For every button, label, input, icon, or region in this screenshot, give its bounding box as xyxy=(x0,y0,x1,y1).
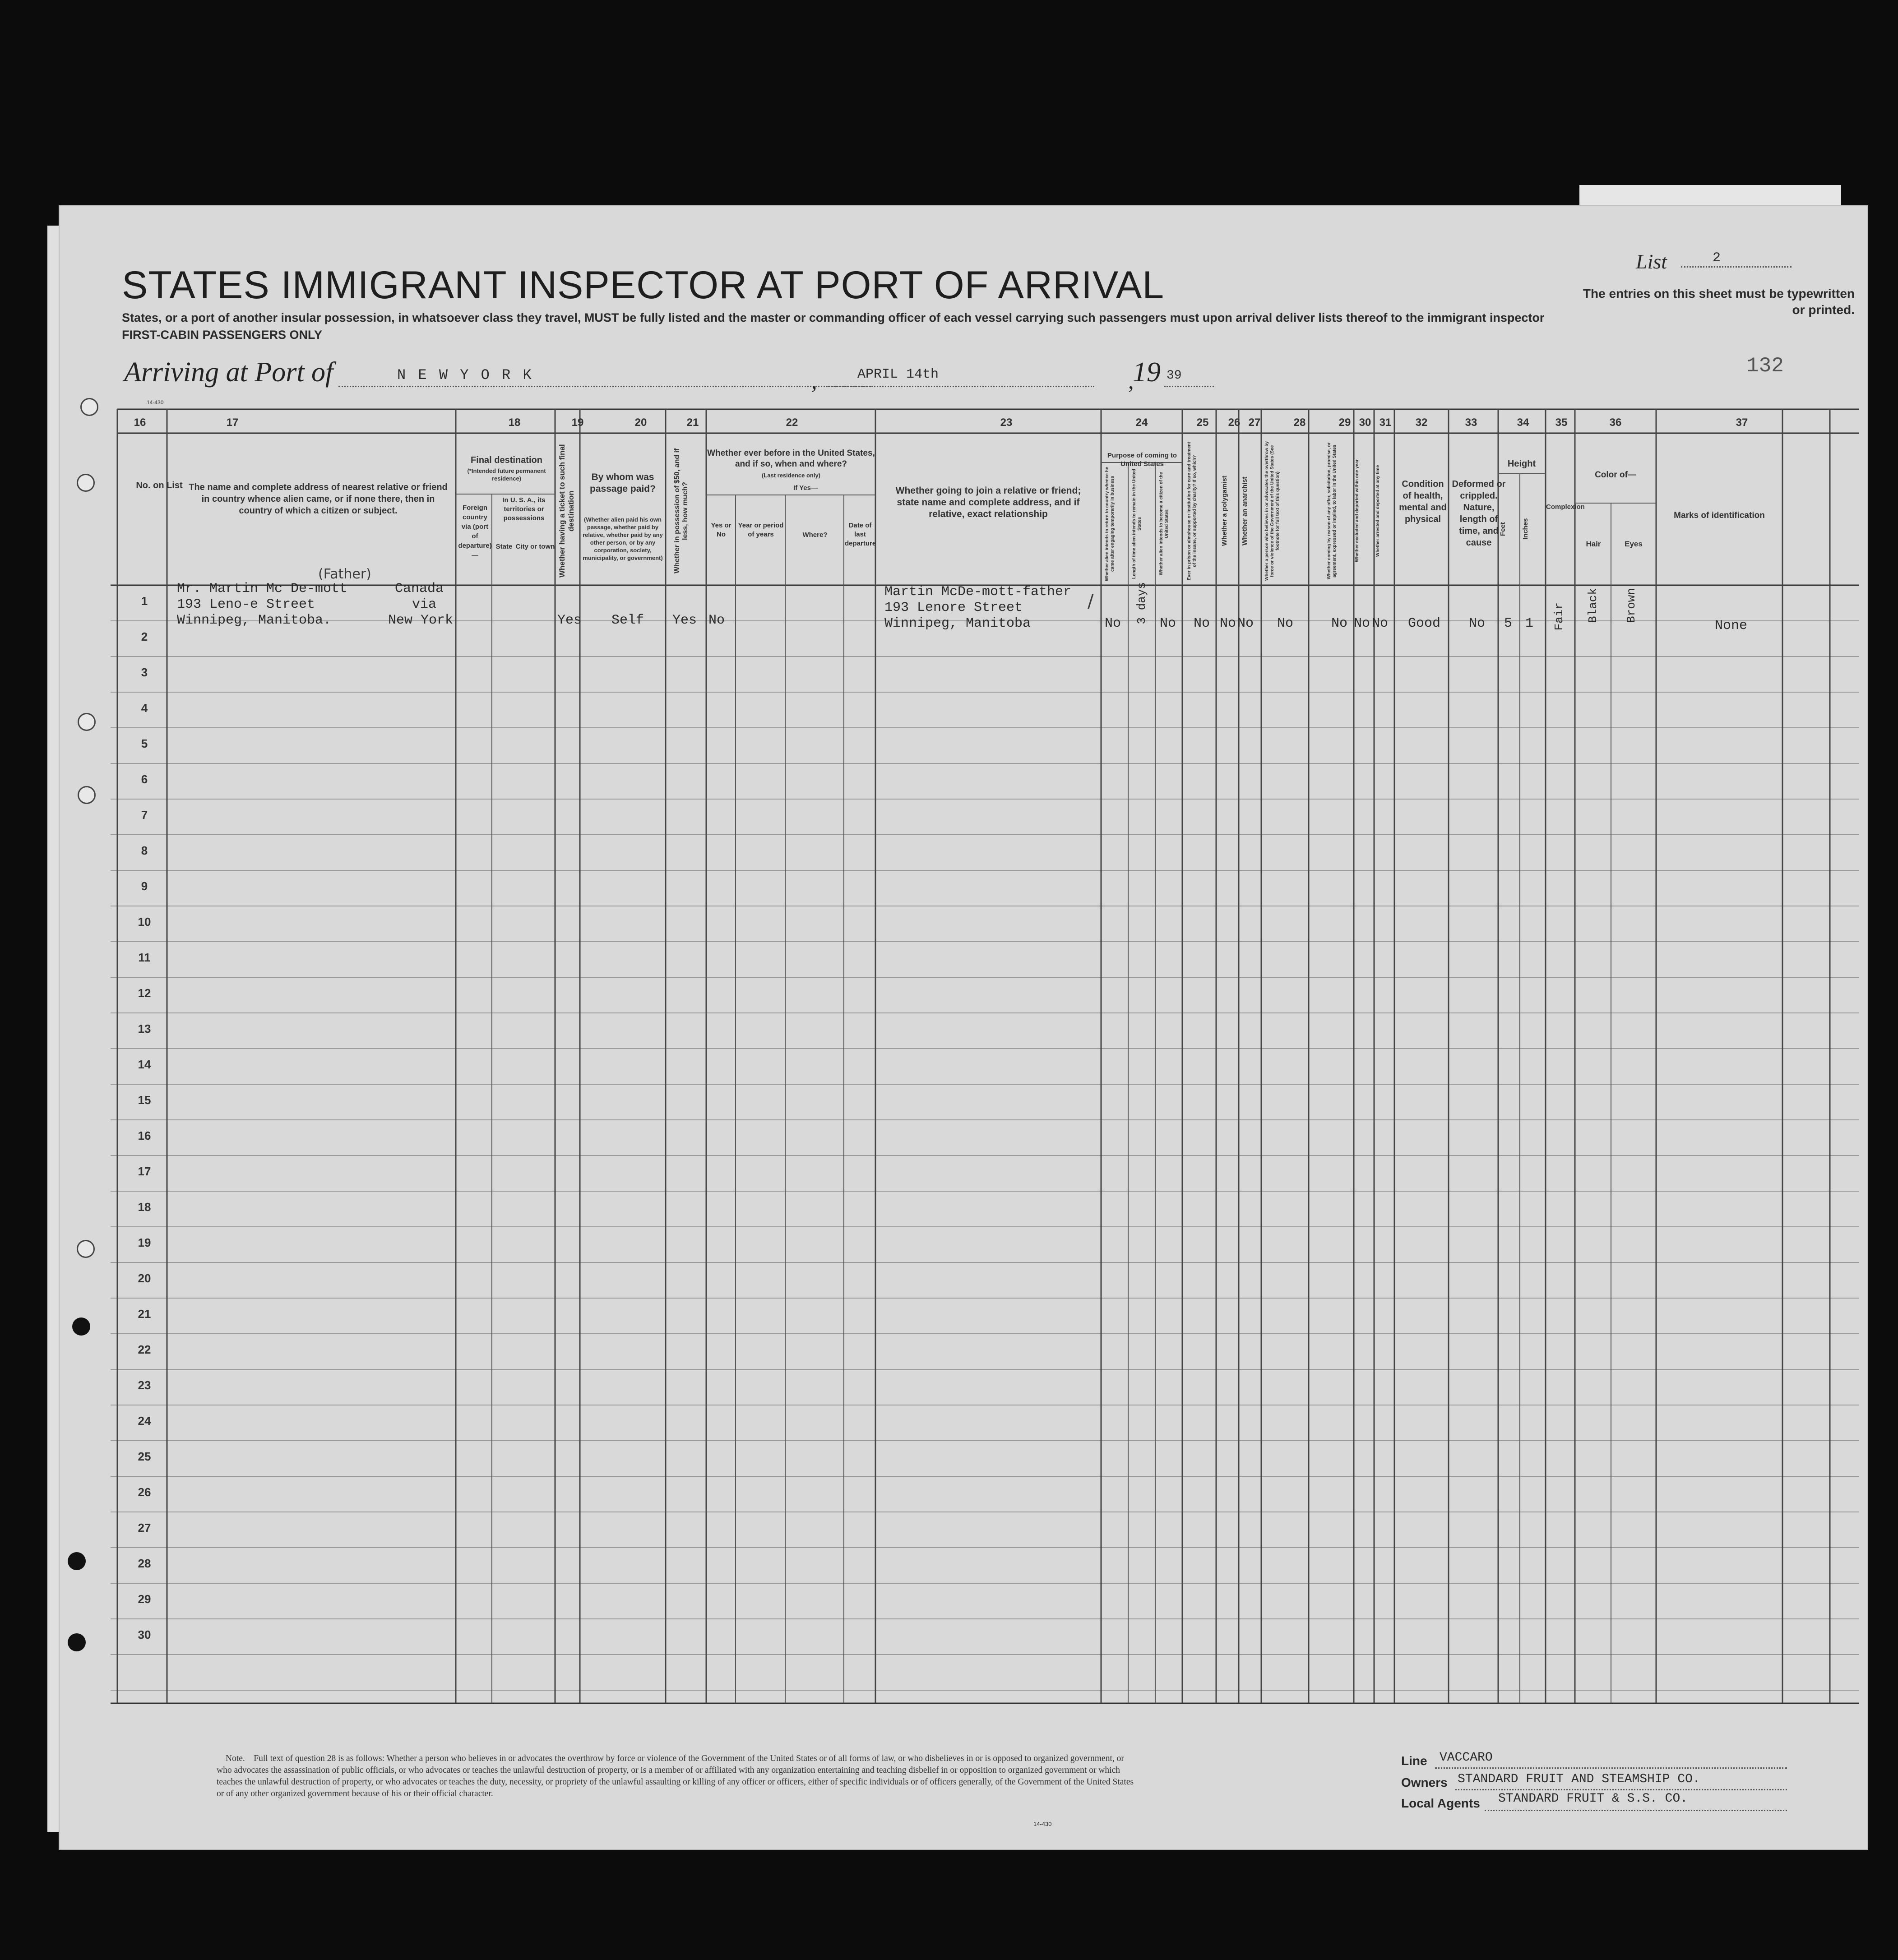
header-join-relative: Whether going to join a relative or friend; state name and complete address, and if relative, exact relationship xyxy=(895,485,1081,519)
header-anarchist: Whether an anarchist xyxy=(1241,476,1249,545)
row-number: 10 xyxy=(138,915,151,929)
anarchist-value: No xyxy=(1237,616,1254,631)
binder-hole xyxy=(72,1317,90,1336)
binder-hole xyxy=(77,1240,95,1258)
header-foreign-country: Foreign country via (port of departure)— xyxy=(458,504,492,559)
list-label: List xyxy=(1636,250,1667,273)
footnote-q28: Note.—Full text of question 28 is as follows: Whether a person who believes in or advocates the overthrow by force or violence of the Government of the United States or of all forms of law, or who disbelieves in or is opposed to organized government, or who advocates the assassination of public officials, or who advocates or teaches the unlawful destruction of property, or is a member of or affiliated with any organization entertaining and teaching disbelief in or opposition to organized government or which teaches the unlawful destruction of property, or who advocates or teaches the duty, necessity, or propriety of the unlawful assaulting or killing of any officer or officers, either of specific individuals or of officers generally, of the Government of the United States or of any other organized government because of his or their official character. xyxy=(217,1754,1134,1798)
col-number: 19 xyxy=(571,416,584,429)
header-health: Condition of health, mental and physical xyxy=(1399,479,1447,524)
row-number: 5 xyxy=(141,737,148,750)
col-number: 26 xyxy=(1228,416,1241,429)
row-number: 19 xyxy=(138,1236,151,1249)
col-number: 17 xyxy=(226,416,239,429)
col-number: 23 xyxy=(1000,416,1013,429)
header-length-stay: Length of time alien intends to remain in the United States xyxy=(1132,469,1142,579)
row-number: 2 xyxy=(141,630,148,643)
sheet-note: The entries on this sheet must be typewritten or printed. xyxy=(1583,287,1855,317)
marks-value: None xyxy=(1715,618,1748,633)
row-number: 16 xyxy=(138,1129,151,1142)
col-number: 21 xyxy=(686,416,699,429)
line-rule xyxy=(1435,1767,1787,1769)
row-number: 3 xyxy=(141,666,148,679)
row-number: 4 xyxy=(141,701,148,715)
row-number: 29 xyxy=(138,1592,151,1606)
arriving-label: Arriving at Port of xyxy=(124,357,333,388)
row-number: 26 xyxy=(138,1485,151,1499)
row-number: 7 xyxy=(141,808,148,822)
row-number: 20 xyxy=(138,1271,151,1285)
row-number: 30 xyxy=(138,1628,151,1641)
form-title: STATES IMMIGRANT INSPECTOR AT PORT OF ARRIVAL xyxy=(122,263,1165,307)
year-suffix: 39 xyxy=(1167,369,1182,383)
row-number: 22 xyxy=(138,1343,151,1356)
header-date-departure: Date of last departure xyxy=(845,522,876,547)
header-in-usa: In U. S. A., its territories or possessions xyxy=(502,496,546,522)
header-no-on-list: No. on List xyxy=(136,481,183,490)
hair-value: Black xyxy=(1586,588,1600,624)
header-marks: Marks of identification xyxy=(1674,511,1765,520)
foreign-via: via xyxy=(412,597,437,612)
row-number: 17 xyxy=(138,1165,151,1178)
check-mark: / xyxy=(1088,591,1094,612)
header-prison: Ever in prison or almshouse or institution for care and treatment of the insane, or supported by charity? If so, which? xyxy=(1187,442,1197,580)
header-height: Height xyxy=(1507,459,1536,469)
col-number: 18 xyxy=(508,416,521,429)
col-number: 35 xyxy=(1555,416,1568,429)
col-number: 37 xyxy=(1736,416,1748,429)
header-fifty-dollars: Whether in possession of $50, and if less, how much? xyxy=(673,448,689,574)
binder-hole xyxy=(68,1552,86,1570)
agents-label: Local Agents xyxy=(1401,1796,1480,1810)
header-q28: Whether a person who believes in or advocates the overthrow by force or violence of the Government of the United States (See footnote for full text of this question) xyxy=(1264,441,1280,581)
join-city: Winnipeg, Manitoba xyxy=(884,616,1031,631)
relative-city: Winnipeg, Manitoba. xyxy=(177,613,332,628)
row-number: 21 xyxy=(138,1307,151,1321)
stay-value: 3 days xyxy=(1135,582,1148,624)
header-ticket: Whether having a ticket to such final destination xyxy=(558,444,575,578)
ticket-value: Yes xyxy=(557,613,582,628)
row-number: 6 xyxy=(141,772,148,786)
owners-rule xyxy=(1455,1789,1787,1790)
header-final-destination-sub: (*Intended future permanent residence) xyxy=(467,467,546,482)
join-name: Martin McDe-mott-father xyxy=(884,584,1072,600)
row-number: 1 xyxy=(141,594,148,608)
row-number: 24 xyxy=(138,1414,151,1428)
header-where: Where? xyxy=(802,531,828,539)
prison-value: No xyxy=(1194,616,1210,631)
header-nearest-relative: The name and complete address of nearest relative or friend in country whence alien came, or if none there, then in country of which a citizen or subject. xyxy=(189,482,448,516)
port-value: N E W Y O R K xyxy=(397,367,533,384)
col-number: 16 xyxy=(134,416,146,429)
binder-hole xyxy=(68,1633,86,1651)
row-number: 12 xyxy=(138,986,151,1000)
header-ever-before-sub: (Last residence only) xyxy=(761,472,821,479)
form-code-bottom: 14-430 xyxy=(1033,1821,1052,1827)
col-number: 22 xyxy=(786,416,798,429)
labor-value: No xyxy=(1331,616,1348,631)
binder-hole xyxy=(77,474,95,492)
header-final-destination: Final destination xyxy=(471,455,542,465)
col-number: 28 xyxy=(1293,416,1306,429)
instruction-line: States, or a port of another insular possession, in whatsoever class they travel, MUST be fully listed and the master or commanding officer of each vessel carrying such passengers must upon arrival deliver lists thereof to the immigrant inspector xyxy=(122,311,1545,324)
row-number: 23 xyxy=(138,1378,151,1392)
manifest-sheet xyxy=(59,205,1868,1850)
arrested-value: No xyxy=(1372,616,1389,631)
foreign-country-value: Canada xyxy=(395,581,444,596)
row-number: 11 xyxy=(138,951,151,964)
header-purpose: Purpose of coming to United States xyxy=(1107,452,1177,468)
col-number: 32 xyxy=(1415,416,1428,429)
father-annotation: (Father) xyxy=(318,566,371,582)
row-number: 13 xyxy=(138,1022,151,1035)
row-number: 8 xyxy=(141,844,148,857)
header-passage-paid-sub: (Whether alien paid his own passage, whether paid by relative, whether paid by any other person, or by any corporation, society, municipality, or government) xyxy=(583,516,663,561)
col-number: 20 xyxy=(634,416,647,429)
col-number: 31 xyxy=(1379,416,1392,429)
binder-hole xyxy=(80,398,98,416)
header-year: Year or period of years xyxy=(738,522,784,538)
list-value: 2 xyxy=(1713,250,1721,266)
col-number: 36 xyxy=(1609,416,1622,429)
table-grid xyxy=(59,205,1868,1850)
agents-value: STANDARD FRUIT & S.S. CO. xyxy=(1498,1792,1688,1806)
binder-hole xyxy=(78,713,96,731)
line-label: Line xyxy=(1401,1754,1427,1768)
header-arrested: Whether arrested and deported at any time xyxy=(1375,465,1380,557)
header-deformed: Deformed or crippled. Nature, length of time, and cause xyxy=(1452,479,1506,548)
date-value: APRIL 14th xyxy=(857,367,939,382)
row-number: 27 xyxy=(138,1521,151,1535)
eyes-value: Brown xyxy=(1625,588,1638,624)
health-value: Good xyxy=(1408,616,1441,631)
join-street: 193 Lenore Street xyxy=(884,600,1023,615)
row-number: 18 xyxy=(138,1200,151,1214)
row-number: 28 xyxy=(138,1557,151,1570)
return-value: No xyxy=(1105,616,1121,631)
header-inches: Inches xyxy=(1522,518,1529,540)
excluded-value: No xyxy=(1354,616,1370,631)
col-number: 30 xyxy=(1359,416,1371,429)
header-ever-before: Whether ever before in the United States, and if so, when and where? xyxy=(707,448,875,469)
feet-value: 5 xyxy=(1504,616,1513,631)
col-number: 29 xyxy=(1338,416,1351,429)
header-hair: Hair xyxy=(1586,540,1601,548)
polygamist-value: No xyxy=(1220,616,1236,631)
header-city: City or town xyxy=(515,543,555,550)
before-value: No xyxy=(708,613,725,628)
header-state: State xyxy=(495,543,513,550)
header-yes-no: Yes or No xyxy=(711,522,731,538)
complexion-value: Fair xyxy=(1552,602,1566,631)
passenger-class: FIRST-CABIN PASSENGERS ONLY xyxy=(122,328,323,342)
header-excluded: Whether excluded and deported within one year xyxy=(1355,459,1360,563)
row-number: 15 xyxy=(138,1093,151,1107)
row-number: 25 xyxy=(138,1450,151,1463)
relative-name: Mr. Martin Mc De-mott xyxy=(177,581,348,596)
passage-value: Self xyxy=(611,613,644,628)
year-prefix: 19 xyxy=(1133,357,1161,388)
row-number: 9 xyxy=(141,879,148,893)
row-number: 14 xyxy=(138,1058,151,1071)
col-number: 33 xyxy=(1465,416,1477,429)
header-feet: Feet xyxy=(1499,522,1507,536)
page-number: 132 xyxy=(1746,354,1784,378)
binder-hole xyxy=(78,786,96,804)
deformed-value: No xyxy=(1469,616,1486,631)
relative-street: 193 Leno-e Street xyxy=(177,597,315,612)
header-return-intent: Whether alien intends to return to country whence he came after engaging temporarily in business xyxy=(1105,467,1115,581)
owners-value: STANDARD FRUIT AND STEAMSHIP CO. xyxy=(1458,1772,1700,1786)
inches-value: 1 xyxy=(1525,616,1534,631)
header-passage-paid: By whom was passage paid? xyxy=(590,472,656,494)
citizen-value: No xyxy=(1160,616,1176,631)
agents-rule xyxy=(1485,1810,1787,1811)
form-code-top: 14-430 xyxy=(147,399,164,406)
comma: , xyxy=(811,368,817,393)
col-number: 24 xyxy=(1135,416,1148,429)
comma: , xyxy=(1128,368,1134,393)
header-citizen-intent: Whether alien intends to become a citizen of the United States xyxy=(1159,472,1169,576)
header-labor-offer: Whether coming by reason of any offer, solicitation, promise, or agreement, expressed or implied, to labor in the United States xyxy=(1327,442,1337,580)
header-color-of: Color of— xyxy=(1595,470,1636,480)
col-number: 25 xyxy=(1196,416,1209,429)
col-number: 27 xyxy=(1248,416,1261,429)
header-polygamist: Whether a polygamist xyxy=(1221,476,1228,546)
col-number: 34 xyxy=(1517,416,1529,429)
header-complexion: Complexion xyxy=(1546,503,1585,511)
foreign-port: New York xyxy=(388,613,454,628)
fifty-value: Yes xyxy=(672,613,697,628)
header-if-yes: If Yes— xyxy=(793,484,818,492)
owners-label: Owners xyxy=(1401,1775,1448,1789)
line-value: VACCARO xyxy=(1440,1751,1493,1765)
q28-value: No xyxy=(1277,616,1294,631)
header-eyes: Eyes xyxy=(1625,540,1643,548)
